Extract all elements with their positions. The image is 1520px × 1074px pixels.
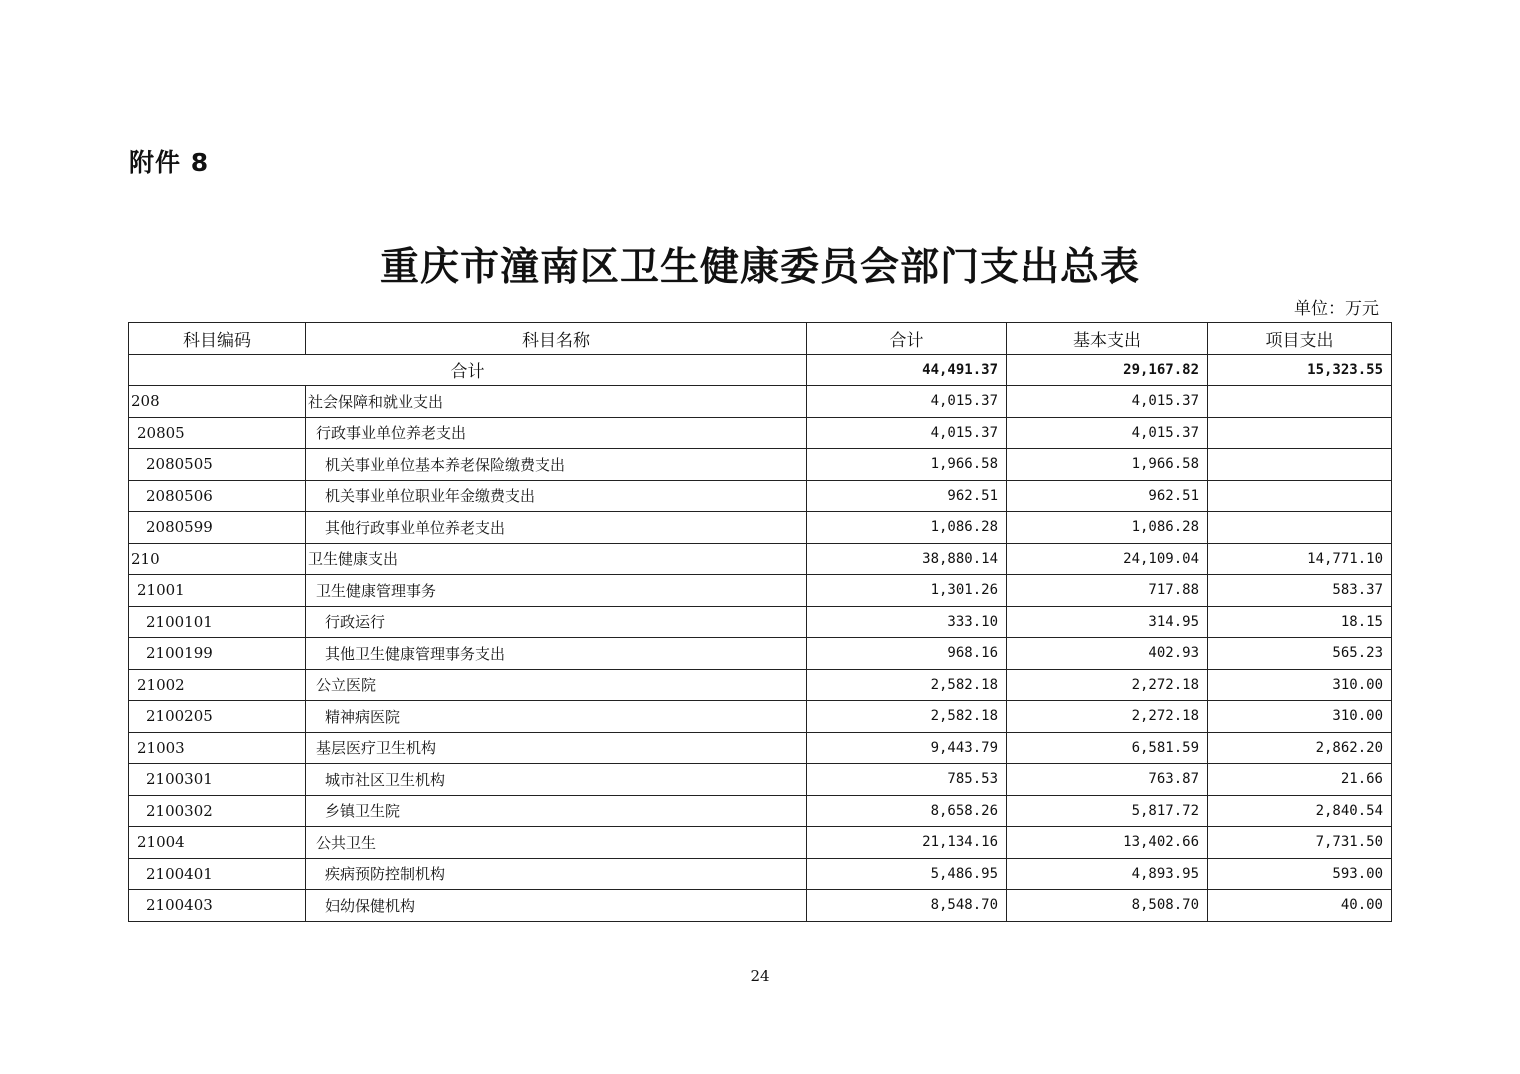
row-code: 2100301 [129,764,306,796]
row-code: 2080506 [129,480,306,512]
row-sum: 8,548.70 [807,890,1007,922]
row-sum: 962.51 [807,480,1007,512]
column-header-project: 项目支出 [1208,323,1392,355]
row-code: 2080599 [129,512,306,544]
row-code: 2080505 [129,449,306,481]
table-row [129,701,1392,733]
row-sum: 968.16 [807,638,1007,670]
row-sum: 8,658.26 [807,795,1007,827]
row-name: 机关事业单位基本养老保险缴费支出 [306,449,807,481]
row-sum: 785.53 [807,764,1007,796]
row-code: 2100199 [129,638,306,670]
row-basic: 1,966.58 [1007,449,1208,481]
table-row [129,827,1392,859]
row-basic: 2,272.18 [1007,669,1208,701]
row-name: 行政事业单位养老支出 [306,417,807,449]
row-project: 40.00 [1208,890,1392,922]
total-label: 合计 [129,354,807,386]
row-code: 2100205 [129,701,306,733]
column-header-code: 科目编码 [129,323,306,355]
page-number: 24 [750,967,770,985]
row-basic: 402.93 [1007,638,1208,670]
row-sum: 21,134.16 [807,827,1007,859]
row-project: 2,862.20 [1208,732,1392,764]
table-row [129,480,1392,512]
row-project [1208,386,1392,418]
row-project [1208,480,1392,512]
row-project [1208,449,1392,481]
row-project [1208,417,1392,449]
row-project: 18.15 [1208,606,1392,638]
row-sum: 4,015.37 [807,386,1007,418]
table-row [129,795,1392,827]
row-project: 565.23 [1208,638,1392,670]
row-sum: 2,582.18 [807,701,1007,733]
row-name: 行政运行 [306,606,807,638]
row-name: 疾病预防控制机构 [306,858,807,890]
row-code: 2100403 [129,890,306,922]
total-row [129,354,1392,386]
row-basic: 4,015.37 [1007,417,1208,449]
row-code: 2100302 [129,795,306,827]
total-project: 15,323.55 [1208,354,1392,386]
table-row [129,732,1392,764]
table-row [129,386,1392,418]
row-code: 2100101 [129,606,306,638]
table-row [129,890,1392,922]
row-name: 其他卫生健康管理事务支出 [306,638,807,670]
row-basic: 717.88 [1007,575,1208,607]
row-name: 公立医院 [306,669,807,701]
row-basic: 314.95 [1007,606,1208,638]
row-name: 基层医疗卫生机构 [306,732,807,764]
row-sum: 38,880.14 [807,543,1007,575]
row-code: 21001 [129,575,306,607]
row-project: 7,731.50 [1208,827,1392,859]
table-row [129,575,1392,607]
row-project: 14,771.10 [1208,543,1392,575]
row-project: 21.66 [1208,764,1392,796]
table-header-row [129,323,1392,355]
total-basic: 29,167.82 [1007,354,1208,386]
total-sum: 44,491.37 [807,354,1007,386]
attachment-label: 附件 8 [129,148,210,177]
row-name: 乡镇卫生院 [306,795,807,827]
row-name: 社会保障和就业支出 [306,386,807,418]
row-sum: 1,086.28 [807,512,1007,544]
row-sum: 1,966.58 [807,449,1007,481]
row-basic: 4,015.37 [1007,386,1208,418]
row-project [1208,512,1392,544]
column-header-sum: 合计 [807,323,1007,355]
row-code: 21002 [129,669,306,701]
table-row [129,606,1392,638]
table-row [129,417,1392,449]
row-name: 其他行政事业单位养老支出 [306,512,807,544]
row-sum: 9,443.79 [807,732,1007,764]
column-header-name: 科目名称 [306,323,807,355]
table-row [129,858,1392,890]
row-basic: 763.87 [1007,764,1208,796]
table-row [129,669,1392,701]
row-project: 593.00 [1208,858,1392,890]
document-title: 重庆市潼南区卫生健康委员会部门支出总表 [379,244,1140,290]
row-basic: 962.51 [1007,480,1208,512]
row-name: 妇幼保健机构 [306,890,807,922]
row-project: 310.00 [1208,701,1392,733]
row-project: 2,840.54 [1208,795,1392,827]
column-header-basic: 基本支出 [1007,323,1208,355]
table-row [129,764,1392,796]
row-code: 2100401 [129,858,306,890]
row-code: 210 [129,543,306,575]
row-project: 583.37 [1208,575,1392,607]
row-basic: 2,272.18 [1007,701,1208,733]
row-basic: 24,109.04 [1007,543,1208,575]
expenditure-table [128,322,1392,922]
table-row [129,449,1392,481]
row-sum: 2,582.18 [807,669,1007,701]
table-row [129,512,1392,544]
row-basic: 13,402.66 [1007,827,1208,859]
row-name: 机关事业单位职业年金缴费支出 [306,480,807,512]
row-name: 卫生健康管理事务 [306,575,807,607]
row-name: 精神病医院 [306,701,807,733]
row-name: 卫生健康支出 [306,543,807,575]
row-code: 20805 [129,417,306,449]
row-basic: 5,817.72 [1007,795,1208,827]
row-basic: 6,581.59 [1007,732,1208,764]
row-basic: 4,893.95 [1007,858,1208,890]
table-row [129,638,1392,670]
row-basic: 1,086.28 [1007,512,1208,544]
row-sum: 4,015.37 [807,417,1007,449]
row-code: 21004 [129,827,306,859]
row-code: 208 [129,386,306,418]
unit-label: 单位：万元 [1294,299,1379,319]
row-name: 公共卫生 [306,827,807,859]
row-sum: 1,301.26 [807,575,1007,607]
row-project: 310.00 [1208,669,1392,701]
row-code: 21003 [129,732,306,764]
row-name: 城市社区卫生机构 [306,764,807,796]
row-sum: 5,486.95 [807,858,1007,890]
row-basic: 8,508.70 [1007,890,1208,922]
table-row [129,543,1392,575]
row-sum: 333.10 [807,606,1007,638]
